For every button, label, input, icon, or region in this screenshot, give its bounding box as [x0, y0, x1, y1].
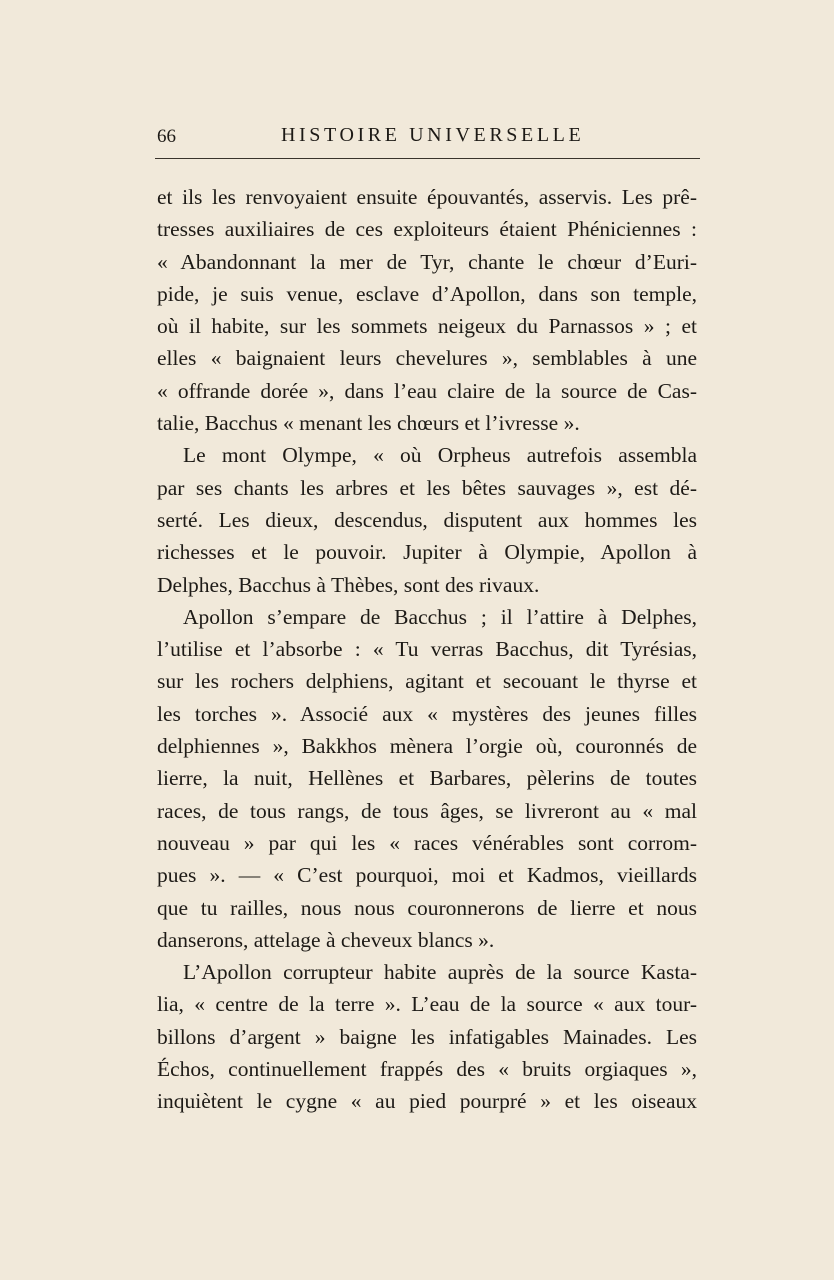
text-line: où il habite, sur les sommets neigeux du Parnassos » ; et [157, 314, 697, 339]
page-number: 66 [157, 126, 176, 147]
text-line: richesses et le pouvoir. Jupiter à Olympie, Apollon à [157, 540, 697, 565]
text-line: nouveau » par qui les « races vénérables sont corrom- [157, 830, 697, 855]
text-line: danserons, attelage à cheveux blancs ». [157, 927, 495, 952]
text-line: talie, Bacchus « menant les chœurs et l’ivresse ». [157, 411, 580, 436]
text-line: et ils les renvoyaient ensuite épouvantés, asservis. Les prê- [157, 185, 697, 209]
text-line: tresses auxiliaires de ces exploiteurs étaient Phéniciennes : [157, 217, 697, 242]
text-line: Le mont Olympe, « où Orpheus autrefois assembla [183, 443, 697, 468]
text-line: inquiètent le cygne « au pied pourpré » et les oiseaux [157, 1089, 697, 1114]
text-line: les torches ». Associé aux « mystères des jeunes filles [157, 701, 697, 726]
text-line: « offrande dorée », dans l’eau claire de la source de Cas- [157, 378, 697, 403]
text-line: sur les rochers delphiens, agitant et secouant le thyrse et [157, 669, 697, 694]
text-line: pues ». — « C’est pourquoi, moi et Kadmos, vieillards [157, 863, 697, 888]
text-line: races, de tous rangs, de tous âges, se livreront au « mal [157, 798, 697, 823]
text-line: L’Apollon corrupteur habite auprès de la source Kasta- [183, 960, 697, 985]
text-line: elles « baignaient leurs chevelures », semblables à une [157, 346, 697, 371]
body-text [157, 181, 697, 1118]
text-line: que tu railles, nous nous couronnerons de lierre et nous [157, 895, 697, 920]
text-line: billons d’argent » baigne les infatigables Mainades. Les [157, 1024, 697, 1049]
text-line: lia, « centre de la terre ». L’eau de la source « aux tour- [157, 992, 697, 1017]
text-line: serté. Les dieux, descendus, disputent aux hommes les [157, 507, 697, 532]
running-title: HISTOIRE UNIVERSELLE [281, 124, 585, 146]
text-line: Échos, continuellement frappés des « bruits orgiaques », [157, 1057, 697, 1082]
text-line: delphiennes », Bakkhos mènera l’orgie où, couronnés de [157, 734, 697, 759]
text-line: lierre, la nuit, Hellènes et Barbares, pèlerins de toutes [157, 766, 697, 791]
page-header [155, 122, 700, 152]
text-line: « Abandonnant la mer de Tyr, chante le chœur d’Euri- [157, 249, 697, 274]
text-line: l’utilise et l’absorbe : « Tu verras Bacchus, dit Tyrésias, [157, 637, 697, 662]
header-rule [155, 158, 700, 159]
text-line: pide, je suis venue, esclave d’Apollon, dans son temple, [157, 281, 697, 306]
text-line: Apollon s’empare de Bacchus ; il l’attire à Delphes, [183, 604, 697, 629]
text-line: Delphes, Bacchus à Thèbes, sont des rivaux. [157, 572, 540, 597]
text-line: par ses chants les arbres et les bêtes sauvages », est dé- [157, 475, 697, 500]
